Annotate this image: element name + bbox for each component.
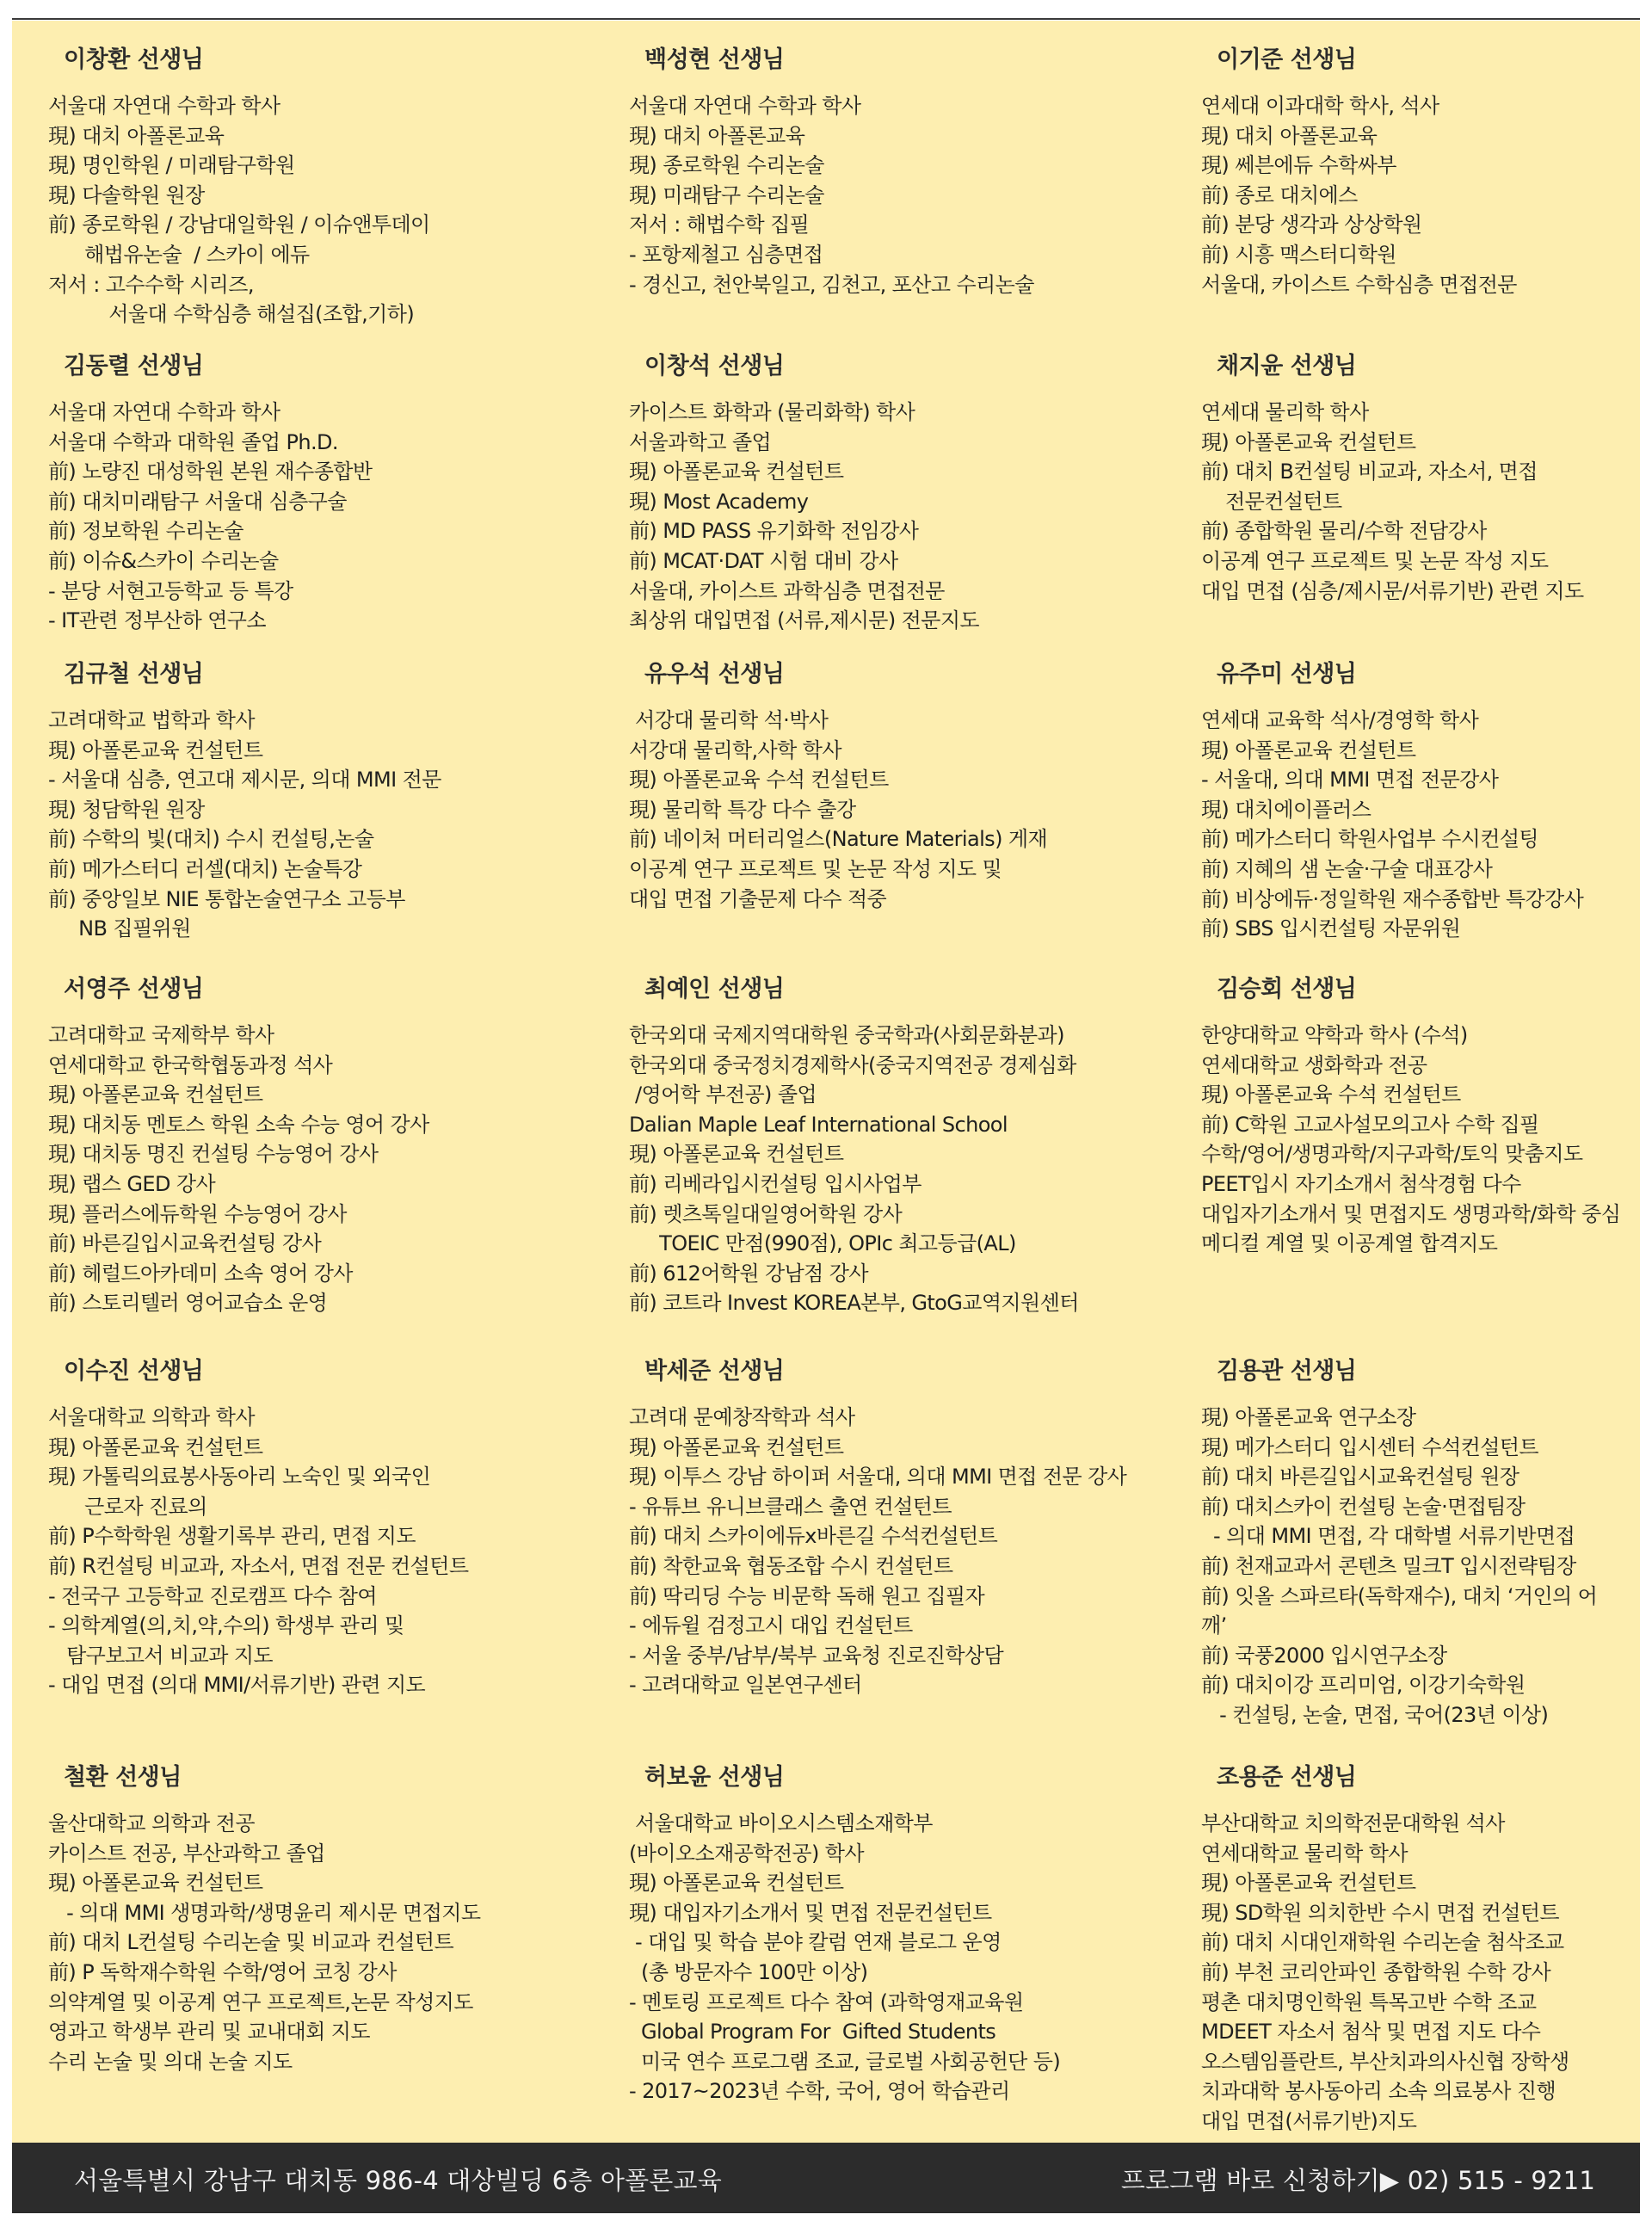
career-item: 前) 지혜의 샘 논술·구술 대표강사 [1201, 856, 1493, 881]
career-list [48, 91, 593, 327]
career-item: PEET입시 자기소개서 첨삭경험 다수 [1201, 1171, 1521, 1196]
career-item: 現) 대치동 명진 컨설팅 수능영어 강사 [48, 1142, 379, 1167]
teacher-card [12, 327, 593, 635]
career-item: 現) 다솔학원 원장 [48, 182, 205, 207]
career-item: 前) 렛츠톡일대일영어학원 강사 [629, 1201, 903, 1226]
career-item: 現) Most Academy [629, 489, 809, 514]
career-item: 現) 가톨릭의료봉사동아리 노숙인 및 외국인 [48, 1465, 431, 1490]
career-item: 울산대학교 의학과 전공 [48, 1811, 255, 1835]
teacher-profile-panel [12, 21, 1640, 2143]
career-item: 現) 아폴론교육 수석 컨설턴트 [629, 768, 889, 793]
apply-phone-link[interactable]: 프로그램 바로 신청하기▶ 02) 515 - 9211 [1120, 2166, 1595, 2195]
teacher-card [593, 635, 1165, 950]
career-item: 前) 종로 대치에스 [1201, 182, 1358, 207]
career-item: 해법유논술 / 스카이 에듀 [48, 242, 310, 267]
career-item: - 에듀윌 검정고시 대입 컨설턴트 [629, 1613, 913, 1638]
career-item: 前) 시흥 맥스터디학원 [1201, 242, 1396, 267]
career-item: 前) 대치 스카이에듀x바른길 수석컨설턴트 [629, 1524, 998, 1549]
career-item: 前) 분당 생각과 상상학원 [1201, 213, 1422, 237]
teacher-card [593, 1332, 1165, 1738]
career-item: 서울대, 카이스트 수학심층 면접전문 [1201, 272, 1517, 297]
career-item: 前) 종합학원 물리/수학 전담강사 [1201, 519, 1487, 544]
career-item: (총 방문자수 100만 이상) [629, 1959, 868, 1984]
career-item: 現) SD학원 의치한반 수시 면접 컨설턴트 [1201, 1900, 1559, 1925]
career-list [629, 706, 1165, 914]
career-item: - IT관련 정부산하 연구소 [48, 608, 266, 633]
career-item: - 포항제철고 심층면접 [629, 242, 823, 267]
career-item: 前) 네이처 머터리얼스(Nature Materials) 게재 [629, 827, 1048, 852]
career-item: 부산대학교 치의학전문대학원 석사 [1201, 1811, 1505, 1835]
career-item: 前) MD PASS 유기화학 전임강사 [629, 519, 919, 544]
teacher-name: 서영주 선생님 [64, 976, 204, 1002]
career-item: 現) 아폴론교육 컨설턴트 [1201, 1871, 1416, 1896]
career-item: - 서울대 심층, 연고대 제시문, 의대 MMI 전문 [48, 768, 441, 793]
career-item: 現) 아폴론교육 컨설턴트 [48, 737, 263, 762]
career-item: 前) 대치 시대인재학원 수리논술 첨삭조교 [1201, 1930, 1564, 1955]
teacher-name: 최예인 선생님 [644, 976, 785, 1002]
career-list [1201, 91, 1640, 299]
career-item: 現) 플러스에듀학원 수능영어 강사 [48, 1201, 347, 1226]
career-item: 現) 이투스 강남 하이퍼 서울대, 의대 MMI 면접 전문 강사 [629, 1465, 1127, 1490]
career-item: 現) 랩스 GED 강사 [48, 1171, 216, 1196]
career-item: 연세대학교 생화학과 전공 [1201, 1052, 1427, 1077]
career-item: 연세대학교 한국학협동과정 석사 [48, 1052, 333, 1077]
career-item: 現) 물리학 특강 다수 출강 [629, 797, 856, 822]
career-item: 前) 종로학원 / 강남대일학원 / 이슈앤투데이 [48, 213, 430, 237]
career-item: 現) 종로학원 수리논술 [629, 153, 824, 178]
career-item: 現) 아폴론교육 컨설턴트 [1201, 429, 1416, 454]
teacher-card [1165, 1332, 1640, 1738]
career-item: 現) 아폴론교육 컨설턴트 [1201, 737, 1416, 762]
career-item: 서울대, 카이스트 과학심층 면접전문 [629, 578, 945, 603]
career-item: 서강대 물리학 석·박사 [629, 708, 829, 732]
career-item: 서울대 자연대 수학과 학사 [48, 94, 280, 118]
career-item: 現) 아폴론교육 컨설턴트 [48, 1083, 263, 1107]
career-item: 한국외대 국제지역대학원 중국학과(사회문화분과) [629, 1023, 1064, 1047]
career-item: 근로자 진료의 [48, 1494, 207, 1519]
career-item: 現) 대입자기소개서 및 면접 전문컨설턴트 [629, 1900, 992, 1925]
teacher-name: 김규철 선생님 [64, 661, 204, 688]
career-item: 前) 노량진 대성학원 본원 재수종합반 [48, 460, 373, 484]
career-item: 前) 대치미래탐구 서울대 심층구술 [48, 489, 347, 514]
career-item: - 의대 MMI 생명과학/생명윤리 제시문 면접지도 [48, 1900, 481, 1925]
career-item: 現) 아폴론교육 컨설턴트 [629, 1434, 844, 1459]
career-item: 前) 잇올 스파르타(독학재수), 대치 ‘거인의 어 [1201, 1583, 1598, 1608]
career-item: 前) R컨설팅 비교과, 자소서, 면접 전문 컨설턴트 [48, 1553, 469, 1578]
career-item: 前) 딱리딩 수능 비문학 독해 원고 집필자 [629, 1583, 985, 1608]
career-list [629, 1021, 1165, 1318]
career-item: 오스템임플란트, 부산치과의사신협 장학생 [1201, 2049, 1569, 2074]
career-item: 前) 메가스터디 학원사업부 수시컨설팅 [1201, 827, 1539, 852]
career-item: 고려대학교 법학과 학사 [48, 708, 255, 732]
career-item: 前) 수학의 빛(대치) 수시 컨설팅,논술 [48, 827, 374, 852]
career-item: 前) 중앙일보 NIE 통합논술연구소 고등부 [48, 886, 405, 911]
career-item: 前) 메가스터디 러셀(대치) 논술특강 [48, 856, 362, 881]
career-item: - 경신고, 천안북일고, 김천고, 포산고 수리논술 [629, 272, 1034, 297]
career-item: - 서울대, 의대 MMI 면접 전문강사 [1201, 768, 1499, 793]
career-item: 메디컬 계열 및 이공계열 합격지도 [1201, 1231, 1498, 1256]
career-item: 現) 아폴론교육 수석 컨설턴트 [1201, 1083, 1461, 1107]
career-item: 前) 대치이강 프리미엄, 이강기숙학원 [1201, 1673, 1526, 1698]
career-item: 연세대 물리학 학사 [1201, 400, 1369, 424]
career-list [1201, 1809, 1640, 2137]
teacher-name: 이창환 선생님 [64, 46, 204, 73]
teacher-name: 이창석 선생님 [644, 353, 785, 379]
teacher-name: 채지윤 선생님 [1217, 353, 1357, 379]
career-item: 저서 : 고수수학 시리즈, [48, 272, 254, 297]
career-item: 現) 청담학원 원장 [48, 797, 205, 822]
career-list [629, 398, 1165, 635]
career-item: 수리 논술 및 의대 논술 지도 [48, 2049, 293, 2074]
career-item: - 2017~2023년 수학, 국어, 영어 학습관리 [629, 2079, 1010, 2104]
career-item: 前) SBS 입시컨설팅 자문위원 [1201, 916, 1461, 941]
career-item: 미국 연수 프로그램 조교, 글로벌 사회공헌단 등) [629, 2049, 1061, 2074]
career-item: 前) 612어학원 강남점 강사 [629, 1261, 868, 1286]
career-list [629, 1809, 1165, 2107]
career-item: 서울대 수학과 대학원 졸업 Ph.D. [48, 429, 338, 454]
career-list [1201, 706, 1640, 944]
career-item: 의약계열 및 이공계 연구 프로젝트,논문 작성지도 [48, 1989, 473, 2014]
career-item: 연세대 이과대학 학사, 석사 [1201, 94, 1439, 118]
career-item: 수학/영어/생명과학/지구과학/토익 맞춤지도 [1201, 1142, 1583, 1167]
career-list [48, 1403, 593, 1700]
career-item: 이공계 연구 프로젝트 및 논문 작성 지도 및 [629, 856, 1002, 881]
career-item: 前) P 독학재수학원 수학/영어 코칭 강사 [48, 1959, 397, 1984]
top-rule [12, 18, 1640, 20]
teacher-name: 조용준 선생님 [1217, 1764, 1357, 1791]
teacher-card [12, 635, 593, 950]
career-list [48, 1809, 593, 2076]
career-item: 前) 정보학원 수리논술 [48, 519, 243, 544]
career-item: 現) 미래탐구 수리논술 [629, 182, 824, 207]
career-item: 前) 스토리텔러 영어교습소 운영 [48, 1291, 328, 1316]
career-item: TOEIC 만점(990점), OPIc 최고등급(AL) [629, 1231, 1016, 1256]
career-item: 前) 대치 바른길입시교육컨설팅 원장 [1201, 1465, 1519, 1490]
career-item: 前) 리베라입시컨설팅 입시사업부 [629, 1171, 922, 1196]
career-item: - 고려대학교 일본연구센터 [629, 1673, 862, 1698]
career-list [1201, 398, 1640, 606]
career-item: 카이스트 전공, 부산과학고 졸업 [48, 1841, 325, 1866]
teacher-name: 유우석 선생님 [644, 661, 785, 688]
career-item: 대입 면접(서류기반)지도 [1201, 2108, 1417, 2133]
teacher-name: 이기준 선생님 [1217, 46, 1357, 73]
career-item: 現) 대치 아폴론교육 [629, 123, 805, 148]
career-item: - 의학계열(의,치,약,수의) 학생부 관리 및 [48, 1613, 404, 1638]
career-item: - 멘토링 프로젝트 다수 참여 (과학영재교육원 [629, 1989, 1024, 2014]
teacher-card [593, 21, 1165, 327]
teacher-card [1165, 635, 1640, 950]
career-item: 現) 명인학원 / 미래탐구학원 [48, 153, 295, 178]
career-item: 서울대학교 바이오시스템소재학부 [629, 1811, 933, 1835]
career-item: 카이스트 화학과 (물리화학) 학사 [629, 400, 915, 424]
career-item: - 분당 서현고등학교 등 특강 [48, 578, 293, 603]
teacher-card [12, 21, 593, 327]
career-list [1201, 1403, 1640, 1730]
teacher-card [593, 327, 1165, 635]
teacher-name: 철환 선생님 [64, 1764, 182, 1791]
career-list [48, 398, 593, 635]
career-item: 전문컨설턴트 [1201, 489, 1342, 514]
career-item: 서강대 물리학,사학 학사 [629, 737, 841, 762]
career-item: 現) 대치 아폴론교육 [48, 123, 225, 148]
career-item: 現) 아폴론교육 컨설턴트 [629, 1142, 844, 1167]
career-item: 대입 면접 기출문제 다수 적중 [629, 886, 887, 911]
career-item: NB 집필위원 [48, 916, 191, 941]
teacher-card [12, 1332, 593, 1738]
teacher-name: 김승회 선생님 [1217, 976, 1357, 1002]
career-item: 前) 천재교과서 콘텐츠 밀크T 입시전략팀장 [1201, 1553, 1576, 1578]
career-item: Dalian Maple Leaf International School [629, 1112, 1008, 1137]
career-item: 이공계 연구 프로젝트 및 논문 작성 지도 [1201, 548, 1549, 573]
career-item: - 서울 중부/남부/북부 교육청 진로진학상담 [629, 1643, 1004, 1668]
career-item: 서울과학고 졸업 [629, 429, 772, 454]
career-list [48, 1021, 593, 1318]
career-item: 영과고 학생부 관리 및 교내대회 지도 [48, 2020, 370, 2045]
teacher-card [12, 1738, 593, 2143]
teacher-name: 유주미 선생님 [1217, 661, 1357, 688]
career-list [629, 1403, 1165, 1700]
career-item: 前) 코트라 Invest KOREA본부, GtoG교역지원센터 [629, 1291, 1079, 1316]
career-item: 前) 바른길입시교육컨설팅 강사 [48, 1231, 322, 1256]
career-item: 서울대 수학심층 해설집(조합,기하) [48, 302, 415, 327]
career-item: 前) P수학학원 생활기록부 관리, 면접 지도 [48, 1524, 416, 1549]
career-item: 한양대학교 약학과 학사 (수석) [1201, 1023, 1468, 1047]
career-item: 대입자기소개서 및 면접지도 생명과학/화학 중심 [1201, 1201, 1621, 1226]
career-item: 前) 착한교육 협동조합 수시 컨설턴트 [629, 1553, 953, 1578]
teacher-name: 허보윤 선생님 [644, 1764, 785, 1791]
teacher-card [593, 1738, 1165, 2143]
career-item: - 대입 및 학습 분야 칼럼 연재 블로그 운영 [629, 1930, 1002, 1955]
footer-bar [12, 2143, 1640, 2213]
teacher-name: 박세준 선생님 [644, 1358, 785, 1385]
teacher-card [1165, 950, 1640, 1332]
career-item: 現) 대치에이플러스 [1201, 797, 1372, 822]
career-item: 前) MCAT·DAT 시험 대비 강사 [629, 548, 898, 573]
career-item: 現) 메가스터디 입시센터 수석컨설턴트 [1201, 1434, 1539, 1459]
career-item: - 유튜브 유니브클래스 출연 컨설턴트 [629, 1494, 952, 1519]
teacher-card [1165, 327, 1640, 635]
career-item: 치과대학 봉사동아리 소속 의료봉사 진행 [1201, 2079, 1556, 2104]
career-item: 現) 대치동 멘토스 학원 소속 수능 영어 강사 [48, 1112, 429, 1137]
career-item: 한국외대 중국정치경제학사(중국지역전공 경제심화 [629, 1052, 1076, 1077]
career-item: 연세대 교육학 석사/경영학 학사 [1201, 708, 1479, 732]
career-item: - 의대 MMI 면접, 각 대학별 서류기반면접 [1201, 1524, 1575, 1549]
career-item: - 대입 면접 (의대 MMI/서류기반) 관련 지도 [48, 1673, 426, 1698]
career-list [1201, 1021, 1640, 1259]
career-list [48, 706, 593, 944]
career-item: 최상위 대입면접 (서류,제시문) 전문지도 [629, 608, 979, 633]
career-item: 前) 헤럴드아카데미 소속 영어 강사 [48, 1261, 353, 1286]
teacher-card [12, 950, 593, 1332]
career-item: 고려대 문예창작학과 석사 [629, 1405, 855, 1429]
career-item: 現) 아폴론교육 컨설턴트 [629, 460, 844, 484]
career-item: 現) 아폴론교육 컨설턴트 [629, 1871, 844, 1896]
career-item: 前) 대치 L컨설팅 수리논술 및 비교과 컨설턴트 [48, 1930, 454, 1955]
career-item: 저서 : 해법수학 집필 [629, 213, 810, 237]
career-item: Global Program For Gifted Students [629, 2020, 996, 2045]
teacher-name: 김용관 선생님 [1217, 1358, 1357, 1385]
career-item: - 전국구 고등학교 진로캠프 다수 참여 [48, 1583, 377, 1608]
career-item: 前) 대치 B컨설팅 비교과, 자소서, 면접 [1201, 460, 1538, 484]
teacher-name: 이수진 선생님 [64, 1358, 204, 1385]
career-item: 前) 비상에듀·정일학원 재수종합반 특강강사 [1201, 886, 1584, 911]
career-item: 前) C학원 고교사설모의고사 수학 집필 [1201, 1112, 1539, 1137]
career-item: 現) 쎄븐에듀 수학싸부 [1201, 153, 1396, 178]
teacher-card [1165, 21, 1640, 327]
career-item: 前) 부천 코리안파인 종합학원 수학 강사 [1201, 1959, 1551, 1984]
career-item: 現) 아폴론교육 연구소장 [1201, 1405, 1416, 1429]
teacher-name: 김동렬 선생님 [64, 353, 204, 379]
footer-address: 서울특별시 강남구 대치동 986-4 대상빌딩 6층 아폴론교육 [74, 2166, 722, 2195]
career-item: 대입 면접 (심층/제시문/서류기반) 관련 지도 [1201, 578, 1584, 603]
career-item: 깨’ [1201, 1613, 1227, 1638]
career-item: MDEET 자소서 첨삭 및 면접 지도 다수 [1201, 2020, 1541, 2045]
career-item: 탐구보고서 비교과 지도 [48, 1643, 273, 1668]
career-item: 現) 아폴론교육 컨설턴트 [48, 1434, 263, 1459]
career-item: 前) 국풍2000 입시연구소장 [1201, 1643, 1447, 1668]
career-item: 前) 대치스카이 컨설팅 논술·면접팀장 [1201, 1494, 1526, 1519]
career-item: 서울대학교 의학과 학사 [48, 1405, 255, 1429]
teacher-grid [12, 21, 1640, 2143]
career-item: - 컨설팅, 논술, 면접, 국어(23년 이상) [1201, 1702, 1549, 1727]
career-item: 고려대학교 국제학부 학사 [48, 1023, 274, 1047]
career-item: (바이오소재공학전공) 학사 [629, 1841, 864, 1866]
career-item: 現) 아폴론교육 컨설턴트 [48, 1871, 263, 1896]
teacher-card [593, 950, 1165, 1332]
career-item: 서울대 자연대 수학과 학사 [48, 400, 280, 424]
career-item: 평촌 대치명인학원 특목고반 수학 조교 [1201, 1989, 1537, 2014]
teacher-name: 백성현 선생님 [644, 46, 785, 73]
teacher-card [1165, 1738, 1640, 2143]
career-item: 現) 대치 아폴론교육 [1201, 123, 1378, 148]
career-item: 서울대 자연대 수학과 학사 [629, 94, 861, 118]
career-item: /영어학 부전공) 졸업 [629, 1083, 817, 1107]
career-list [629, 91, 1165, 299]
career-item: 前) 이슈&스카이 수리논술 [48, 548, 279, 573]
career-item: 연세대학교 물리학 학사 [1201, 1841, 1408, 1866]
